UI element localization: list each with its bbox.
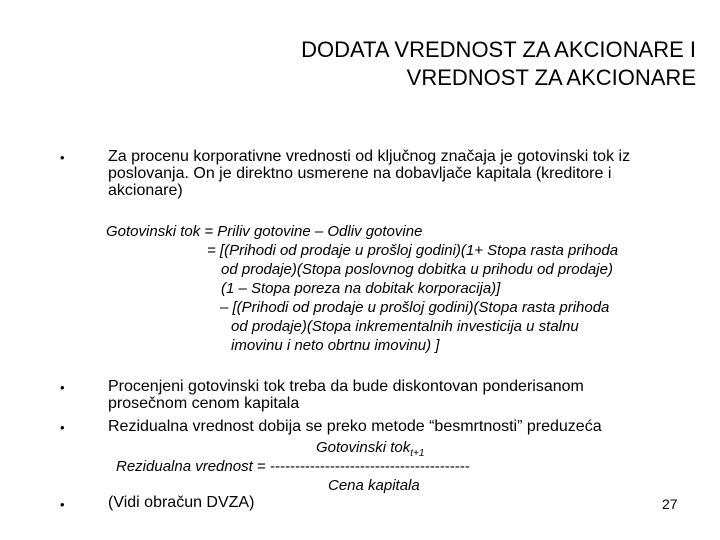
bullet-marker: • [60,380,65,395]
residual-numerator-subscript: t+1 [410,448,425,459]
residual-left-side: Rezidualna vrednost = ---------------------------------------- [116,458,470,475]
bullet-marker: • [60,497,65,512]
formula-line-2: = [(Prihodi od prodaje u prošloj godini)(1+ Stopa rasta prihoda [207,242,619,259]
slide-title-line-1: DODATA VREDNOST ZA AKCIONARE I [301,37,696,62]
bullet-4-text: (Vidi obračun DVZA) [108,494,255,511]
bullet-1-line-2: poslovanja. On je direktno usmerene na dobavljače kapitala (kreditore i [108,165,612,182]
residual-denominator: Cena kapitala [328,477,420,494]
bullet-2-line-1: Procenjeni gotovinski tok treba da bude diskontovan ponderisanom [108,378,584,395]
bullet-marker: • [60,420,65,435]
formula-line-5: – [(Prihodi od prodaje u prošloj godini)(Stopa rasta prihoda [220,299,610,316]
bullet-marker: • [60,150,65,165]
bullet-1-line-1: Za procenu korporativne vrednosti od ključnog značaja je gotovinski tok iz [108,148,631,165]
formula-line-7: imovinu i neto obrtnu imovinu) ] [231,337,440,354]
formula-line-4: (1 – Stopa poreza na dobitak korporacija)] [221,280,501,297]
formula-line-3: od prodaje)(Stopa poslovnog dobitka u prihodu od prodaje) [221,261,613,278]
residual-numerator-text: Gotovinski tok [316,439,411,456]
formula-line-6: od prodaje)(Stopa inkrementalnih investicija u stalnu [231,318,579,335]
bullet-1-line-3: akcionare) [108,182,183,199]
bullet-3-text: Rezidualna vrednost dobija se preko metode “besmrtnosti” preduzeća [108,418,602,435]
formula-line-1: Gotovinski tok = Priliv gotovine – Odliv gotovine [106,223,423,240]
bullet-2-line-2: prosečnom cenom kapitala [108,395,300,412]
slide-title-line-2: VREDNOST ZA AKCIONARE [406,65,696,90]
page-number: 27 [662,496,678,512]
